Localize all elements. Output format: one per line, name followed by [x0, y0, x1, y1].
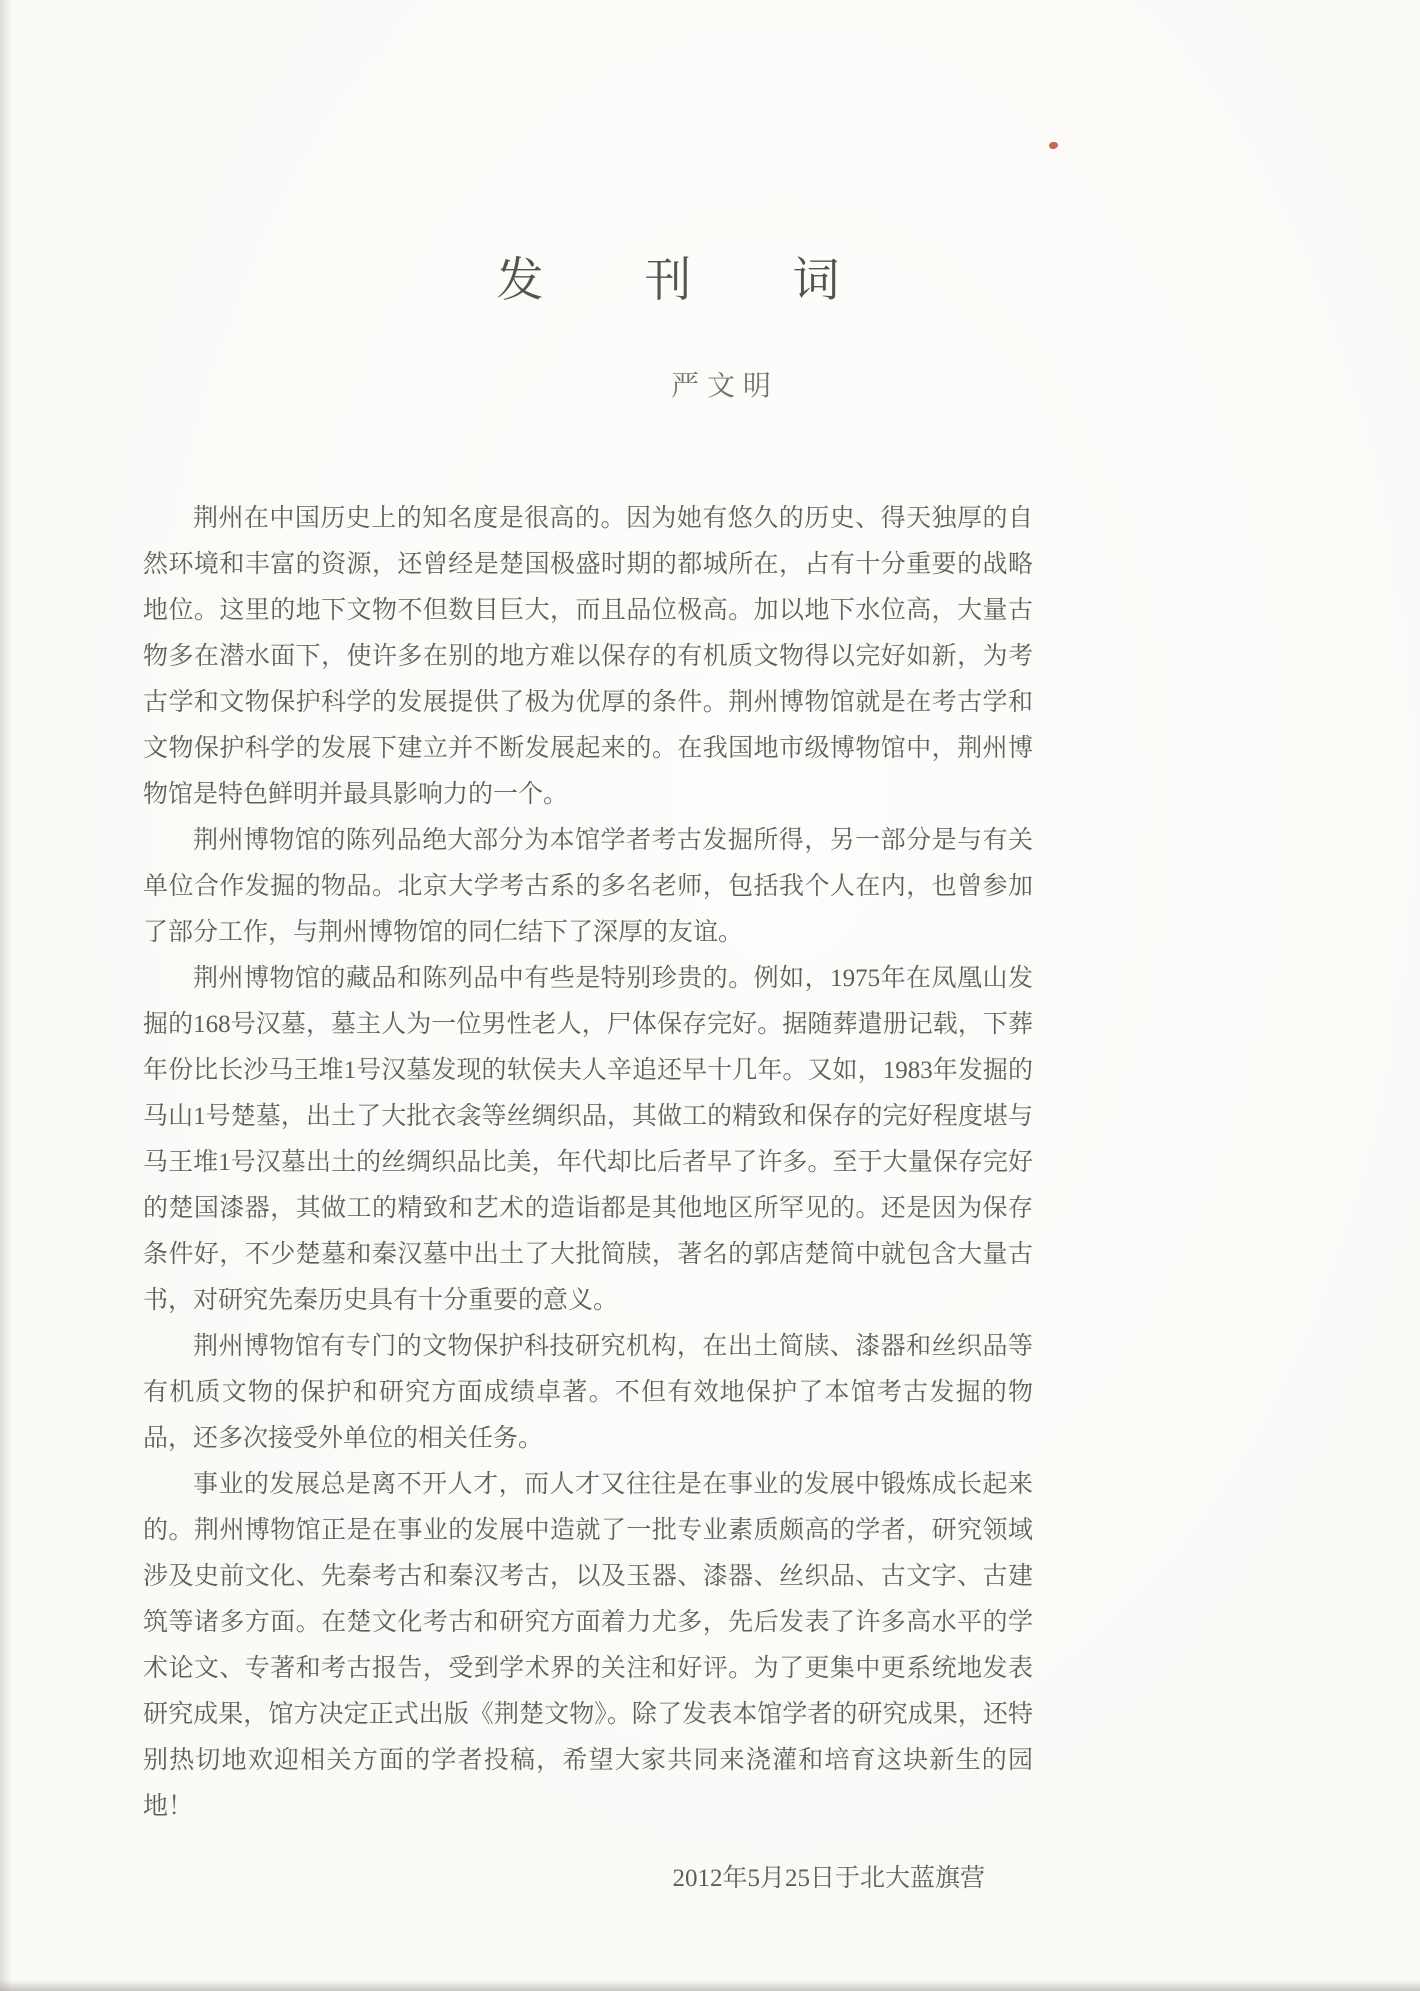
preface-content	[143, 0, 1033, 1902]
author-name: 严文明	[671, 371, 779, 402]
paragraph-4: 荆州博物馆有专门的文物保护科技研究机构，在出土简牍、漆器和丝织品等有机质文物的保护和研究方面成绩卓著。不但有效地保护了本馆考古发掘的物品，还多次接受外单位的相关任务。	[143, 1333, 1033, 1452]
paragraph-3: 荆州博物馆的藏品和陈列品中有些是特别珍贵的。例如，1975年在凤凰山发掘的168号汉墓，墓主人为一位男性老人，尸体保存完好。据随葬遣册记载，下葬年份比长沙马王堆1号汉墓发现的轪侯夫人辛追还早十几年。又如，1983年发掘的马山1号楚墓，出土了大批衣衾等丝绸织品，其做工的精致和保存的完好程度堪与马王堆1号汉墓出土的丝绸织品比美，年代却比后者早了许多。至于大量保存完好的楚国漆器，其做工的精致和艺术的造诣都是其他地区所罕见的。还是因为保存条件好，不少楚墓和秦汉墓中出土了大批简牍，著名的郭店楚简中就包含大量古书，对研究先秦历史具有十分重要的意义。	[143, 965, 1033, 1314]
paragraph-2: 荆州博物馆的陈列品绝大部分为本馆学者考古发掘所得，另一部分是与有关单位合作发掘的物品。北京大学考古系的多名老师，包括我个人在内，也曾参加了部分工作，与荆州博物馆的同仁结下了深厚的友谊。	[143, 827, 1033, 946]
preface-body	[143, 496, 1033, 1830]
paragraph-5: 事业的发展总是离不开人才，而人才又往往是在事业的发展中锻炼成长起来的。荆州博物馆正是在事业的发展中造就了一批专业素质颇高的学者，研究领域涉及史前文化、先秦考古和秦汉考古，以及玉器、漆器、丝织品、古文字、古建筑等诸多方面。在楚文化考古和研究方面着力尤多，先后发表了许多高水平的学术论文、专著和考古报告，受到学术界的关注和好评。为了更集中更系统地发表研究成果，馆方决定正式出版《荆楚文物》。除了发表本馆学者的研究成果，还特别热切地欢迎相关方面的学者投稿，希望大家共同来浇灌和培育这块新生的园地！	[143, 1471, 1033, 1820]
red-ink-speck	[1049, 142, 1058, 149]
dateline: 2012年5月25日于北大蓝旗营	[672, 1865, 985, 1892]
page-title: 发 刊 词	[496, 255, 885, 307]
paragraph-1: 荆州在中国历史上的知名度是很高的。因为她有悠久的历史、得天独厚的自然环境和丰富的资源，还曾经是楚国极盛时期的都城所在，占有十分重要的战略地位。这里的地下文物不但数目巨大，而且品位极高。加以地下水位高，大量古物多在潜水面下，使许多在别的地方难以保存的有机质文物得以完好如新，为考古学和文物保护科学的发展提供了极为优厚的条件。荆州博物馆就是在考古学和文物保护科学的发展下建立并不断发展起来的。在我国地市级博物馆中，荆州博物馆是特色鲜明并最具影响力的一个。	[143, 505, 1033, 808]
